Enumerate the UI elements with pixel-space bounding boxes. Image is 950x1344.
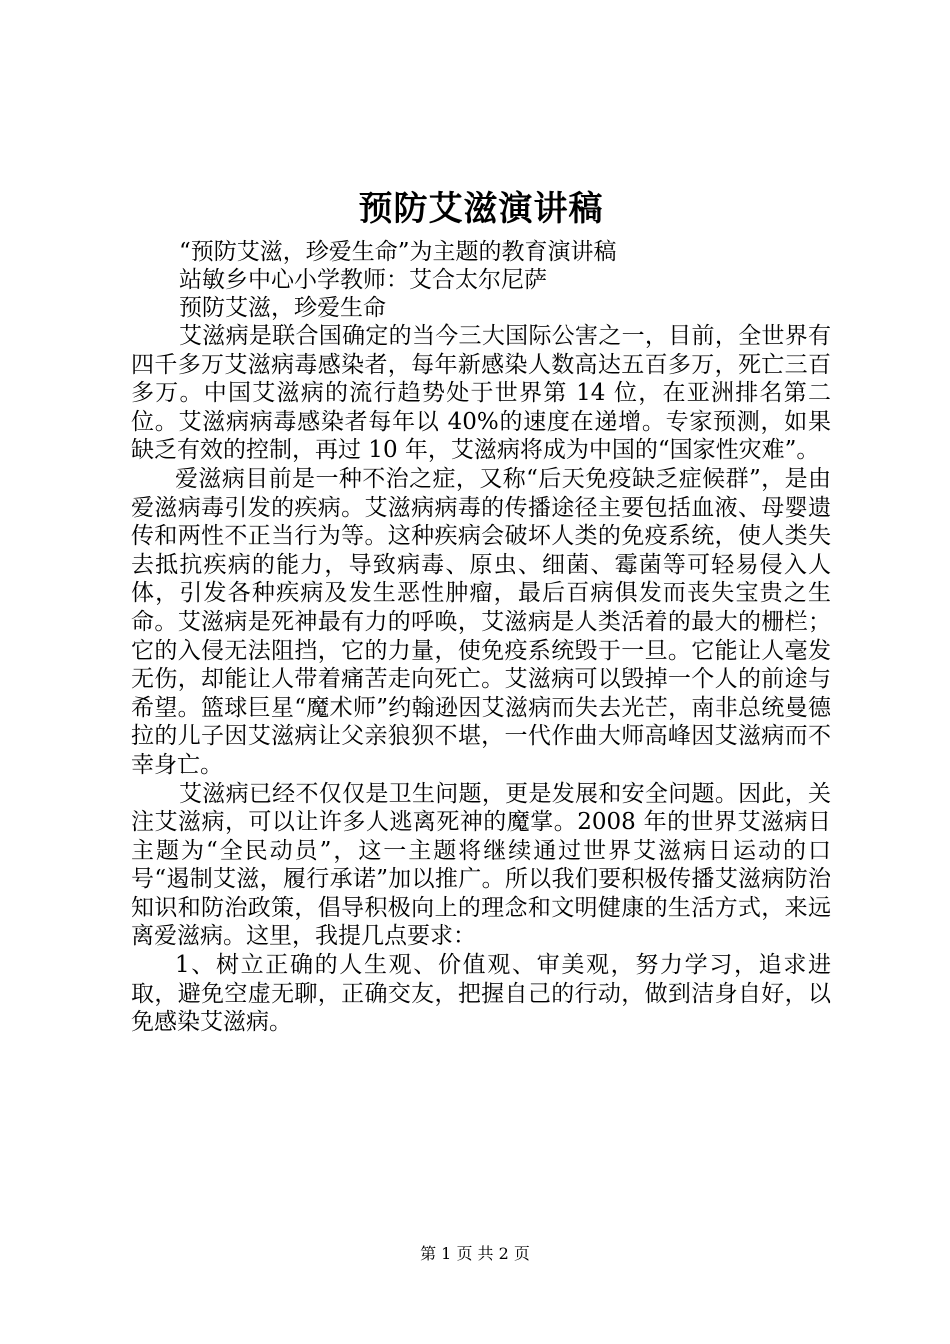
body-paragraph-1: 艾滋病是联合国确定的当今三大国际公害之一，目前，全世界有四千多万艾滋病毒感染者，每年新感染人数高达五百多万，死亡三百多万。中国艾滋病的流行趋势处于世界第 14 位，在亚洲排名第二位。艾滋病病毒感染者每年以 40%的速度在递增。专家预测，如果缺乏有效的控制，再过 10 年，艾滋病将成为中国的“国家性灾难”。	[131, 323, 831, 464]
body-paragraph-3: 艾滋病已经不仅仅是卫生问题，更是发展和安全问题。因此，关注艾滋病，可以让许多人逃离死神的魔掌。2008 年的世界艾滋病日主题为“全民动员”，这一主题将继续通过世界艾滋病日运动的口号“遏制艾滋，履行承诺”加以推广。所以我们要积极传播艾滋病防治知识和防治政策，倡导积极向上的理念和文明健康的生活方式，来远离爱滋病。这里，我提几点要求：	[131, 780, 831, 950]
page-footer: 第 1 页 共 2 页	[420, 1244, 530, 1263]
document-heading: 预防艾滋，珍爱生命	[179, 295, 386, 321]
body-paragraph-4: 1、树立正确的人生观、价值观、审美观，努力学习，追求进取，避免空虚无聊，正确交友，把握自己的行动，做到洁身自好，以免感染艾滋病。	[131, 952, 831, 1036]
document-page	[131, 182, 831, 1037]
document-author: 站敏乡中心小学教师：艾合太尔尼萨	[179, 267, 547, 293]
body-paragraph-2: 爱滋病目前是一种不治之症，又称“后天免疫缺乏症候群”，是由爱滋病毒引发的疾病。艾滋病病毒的传播途径主要包括血液、母婴遗传和两性不正当行为等。这种疾病会破坏人类的免疫系统，使人类失去抵抗疾病的能力，导致病毒、原虫、细菌、霉菌等可轻易侵入人体，引发各种疾病及发生恶性肿瘤，最后百病俱发而丧失宝贵之生命。艾滋病是死神最有力的呼唤，艾滋病是人类活着的最大的栅栏；它的入侵无法阻挡，它的力量，使免疫系统毁于一旦。它能让人毫发无伤，却能让人带着痛苦走向死亡。艾滋病可以毁掉一个人的前途与希望。篮球巨星“魔术师”约翰逊因艾滋病而失去光芒，南非总统曼德拉的儿子因艾滋病让父亲狼狈不堪，一代作曲大师高峰因艾滋病而不幸身亡。	[131, 465, 831, 778]
document-subtitle: “预防艾滋，珍爱生命”为主题的教育演讲稿	[179, 239, 617, 265]
document-title: 预防艾滋演讲稿	[358, 189, 604, 229]
